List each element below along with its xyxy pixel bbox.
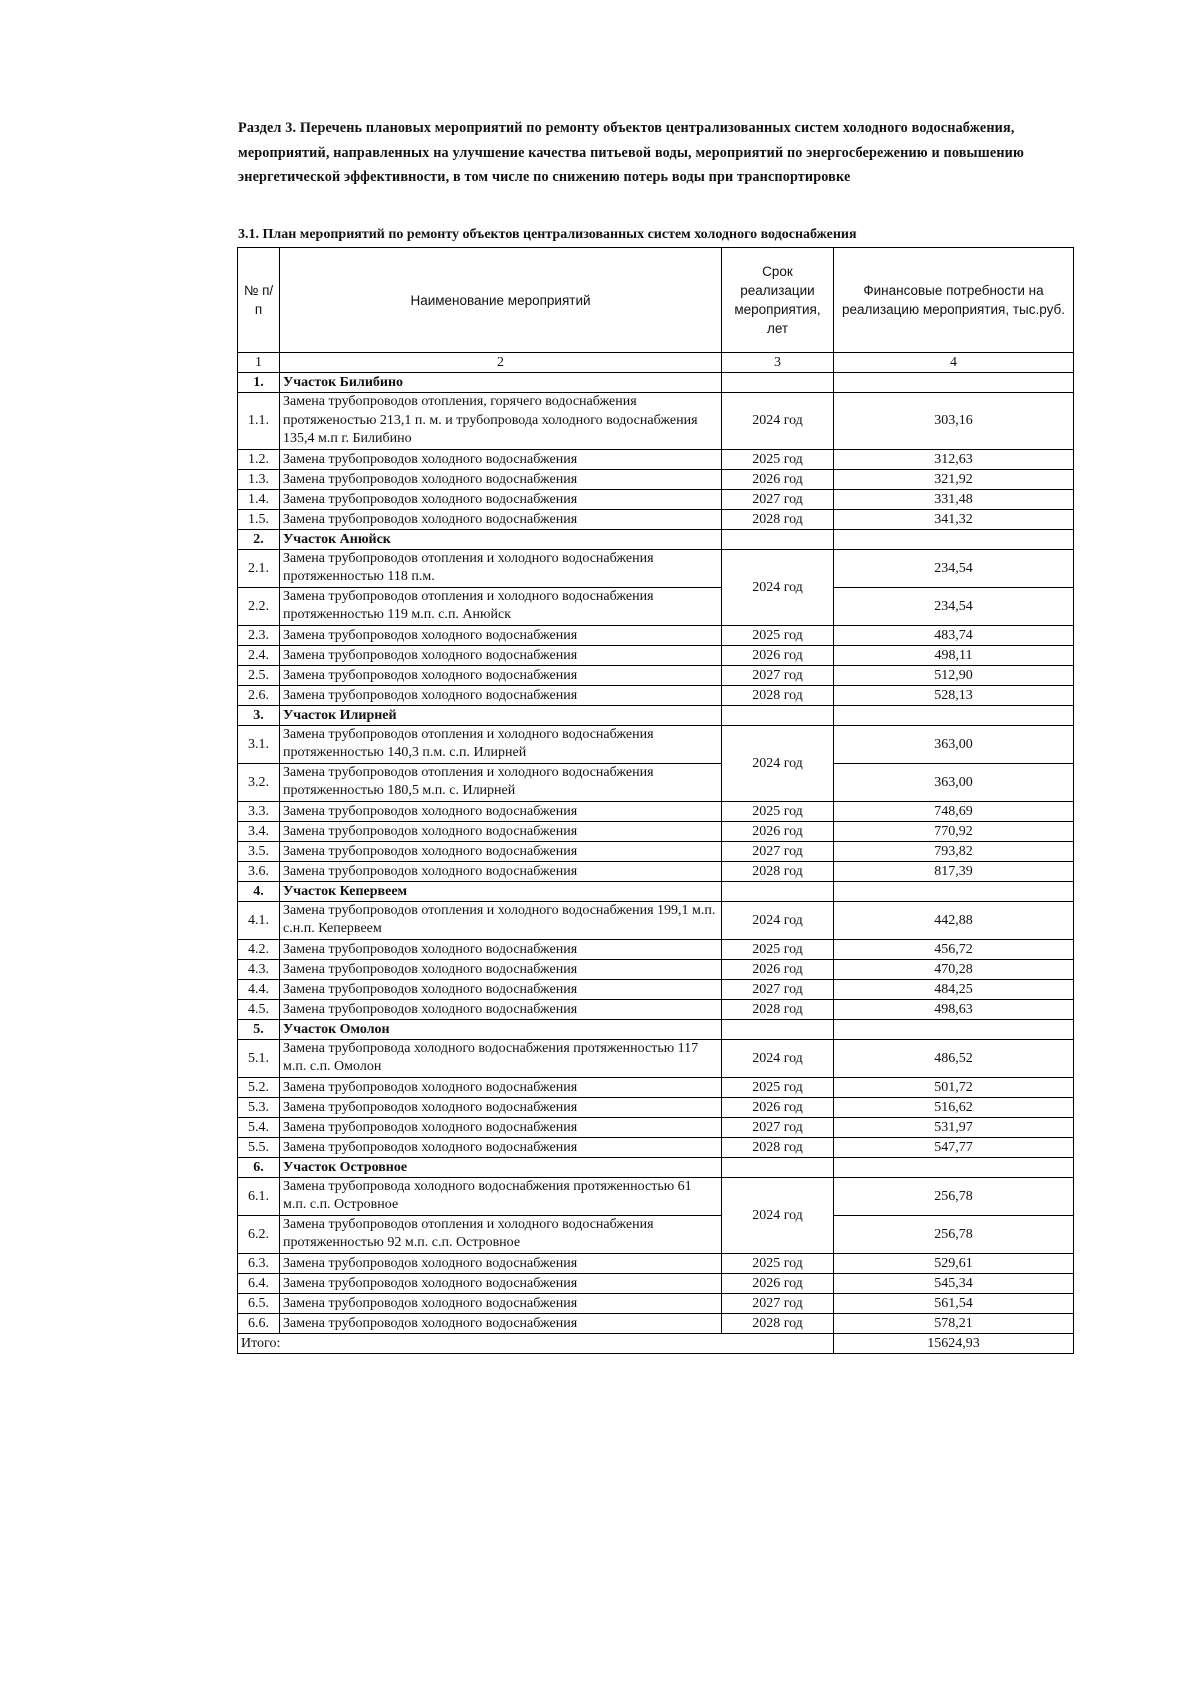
- finance-cell: 528,13: [834, 685, 1074, 705]
- term-cell: 2024 год: [722, 901, 834, 939]
- measure-name: Замена трубопроводов холодного водоснабжения: [280, 1293, 722, 1313]
- table-row: [238, 901, 1074, 939]
- measure-name: Замена трубопроводов холодного водоснабжения: [280, 999, 722, 1019]
- table-body: [238, 373, 1074, 1334]
- finance-cell: 529,61: [834, 1253, 1074, 1273]
- row-number: 2.2.: [238, 587, 280, 625]
- term-cell: 2025 год: [722, 1253, 834, 1273]
- table-row: [238, 801, 1074, 821]
- measure-name: Замена трубопровода холодного водоснабжения протяженностью 117 м.п. с.п. Омолон: [280, 1039, 722, 1077]
- term-cell: 2028 год: [722, 861, 834, 881]
- finance-cell: 578,21: [834, 1313, 1074, 1333]
- term-cell: 2024 год: [722, 549, 834, 625]
- term-cell: 2026 год: [722, 1273, 834, 1293]
- row-number: 3.5.: [238, 841, 280, 861]
- finance-cell: 486,52: [834, 1039, 1074, 1077]
- row-number: 4.3.: [238, 959, 280, 979]
- measure-name: Замена трубопроводов холодного водоснабжения: [280, 821, 722, 841]
- table-row: [238, 939, 1074, 959]
- total-row: [238, 1333, 1074, 1353]
- finance-cell: 748,69: [834, 801, 1074, 821]
- finance-cell: 547,77: [834, 1137, 1074, 1157]
- measure-name: Замена трубопроводов холодного водоснабжения: [280, 625, 722, 645]
- finance-cell: 303,16: [834, 393, 1074, 450]
- term-cell: 2024 год: [722, 393, 834, 450]
- finance-cell: 516,62: [834, 1097, 1074, 1117]
- row-number: 5.4.: [238, 1117, 280, 1137]
- measure-name: Замена трубопроводов холодного водоснабжения: [280, 489, 722, 509]
- finance-cell: 498,11: [834, 645, 1074, 665]
- row-number: 1.3.: [238, 469, 280, 489]
- table-row: [238, 645, 1074, 665]
- table-row: [238, 979, 1074, 999]
- row-number: 1.4.: [238, 489, 280, 509]
- measure-name: Замена трубопроводов отопления и холодного водоснабжения протяженностью 92 м.п. с.п. Островное: [280, 1215, 722, 1253]
- row-number: 3.2.: [238, 763, 280, 801]
- table-row: [238, 841, 1074, 861]
- total-label: Итого:: [238, 1333, 834, 1353]
- row-number: 5.2.: [238, 1077, 280, 1097]
- table-row: [238, 959, 1074, 979]
- finance-cell: 331,48: [834, 489, 1074, 509]
- finance-cell: 561,54: [834, 1293, 1074, 1313]
- term-cell: 2028 год: [722, 999, 834, 1019]
- row-number: 6.2.: [238, 1215, 280, 1253]
- table-row: [238, 469, 1074, 489]
- row-number: 2.3.: [238, 625, 280, 645]
- column-number: 1: [238, 353, 280, 373]
- measure-name: Замена трубопроводов холодного водоснабжения: [280, 1137, 722, 1157]
- finance-cell: 256,78: [834, 1177, 1074, 1215]
- row-number: 4.5.: [238, 999, 280, 1019]
- table-row: [238, 1215, 1074, 1253]
- section-title: Участок Островное: [280, 1157, 722, 1177]
- total-value: 15624,93: [834, 1333, 1074, 1353]
- section-number: 2.: [238, 529, 280, 549]
- term-cell: 2024 год: [722, 1177, 834, 1253]
- term-cell: 2027 год: [722, 841, 834, 861]
- table-row: [238, 1273, 1074, 1293]
- section-row: [238, 373, 1074, 393]
- measure-name: Замена трубопроводов холодного водоснабжения: [280, 841, 722, 861]
- section-title: Участок Илирней: [280, 705, 722, 725]
- term-cell: 2027 год: [722, 489, 834, 509]
- row-number: 6.4.: [238, 1273, 280, 1293]
- section-row: [238, 705, 1074, 725]
- section-title: Участок Кепервеем: [280, 881, 722, 901]
- finance-cell: 770,92: [834, 821, 1074, 841]
- empty-cell: [834, 881, 1074, 901]
- section-title: Участок Билибино: [280, 373, 722, 393]
- measure-name: Замена трубопроводов отопления и холодного водоснабжения протяженностью 119 м.п. с.п. Анюйск: [280, 587, 722, 625]
- table-row: [238, 549, 1074, 587]
- finance-cell: 442,88: [834, 901, 1074, 939]
- empty-cell: [834, 529, 1074, 549]
- finance-cell: 341,32: [834, 509, 1074, 529]
- header-name: Наименование мероприятий: [280, 248, 722, 353]
- finance-cell: 234,54: [834, 587, 1074, 625]
- term-cell: 2028 год: [722, 1313, 834, 1333]
- measure-name: Замена трубопроводов холодного водоснабжения: [280, 861, 722, 881]
- row-number: 3.3.: [238, 801, 280, 821]
- section-number: 5.: [238, 1019, 280, 1039]
- measure-name: Замена трубопроводов холодного водоснабжения: [280, 1273, 722, 1293]
- row-number: 6.1.: [238, 1177, 280, 1215]
- section-number: 6.: [238, 1157, 280, 1177]
- measure-name: Замена трубопроводов холодного водоснабжения: [280, 1117, 722, 1137]
- measure-name: Замена трубопроводов холодного водоснабжения: [280, 685, 722, 705]
- measure-name: Замена трубопроводов холодного водоснабжения: [280, 665, 722, 685]
- finance-cell: 484,25: [834, 979, 1074, 999]
- empty-cell: [834, 373, 1074, 393]
- empty-cell: [722, 1157, 834, 1177]
- empty-cell: [722, 1019, 834, 1039]
- measure-name: Замена трубопроводов отопления, горячего водоснабжения протяженостью 213,1 п. м. и трубопровода холодного водоснабжения 135,4 м.п г. Билибино: [280, 393, 722, 450]
- measure-name: Замена трубопроводов холодного водоснабжения: [280, 1253, 722, 1273]
- measure-name: Замена трубопроводов холодного водоснабжения: [280, 509, 722, 529]
- table-row: [238, 999, 1074, 1019]
- table-row: [238, 725, 1074, 763]
- section-number: 4.: [238, 881, 280, 901]
- row-number: 6.3.: [238, 1253, 280, 1273]
- finance-cell: 321,92: [834, 469, 1074, 489]
- table-row: [238, 393, 1074, 450]
- term-cell: 2027 год: [722, 1293, 834, 1313]
- table-row: [238, 1293, 1074, 1313]
- header-finance: Финансовые потребности на реализацию мероприятия, тыс.руб.: [834, 248, 1074, 353]
- measure-name: Замена трубопроводов отопления и холодного водоснабжения протяженностью 140,3 п.м. с.п. Илирней: [280, 725, 722, 763]
- row-number: 5.1.: [238, 1039, 280, 1077]
- finance-cell: 363,00: [834, 763, 1074, 801]
- measure-name: Замена трубопровода холодного водоснабжения протяженностью 61 м.п. с.п. Островное: [280, 1177, 722, 1215]
- term-cell: 2028 год: [722, 509, 834, 529]
- row-number: 4.1.: [238, 901, 280, 939]
- row-number: 1.2.: [238, 449, 280, 469]
- column-number-row: [238, 353, 1074, 373]
- measure-name: Замена трубопроводов холодного водоснабжения: [280, 449, 722, 469]
- row-number: 4.4.: [238, 979, 280, 999]
- term-cell: 2028 год: [722, 1137, 834, 1157]
- row-number: 6.5.: [238, 1293, 280, 1313]
- table-title: 3.1. План мероприятий по ремонту объектов централизованных систем холодного водоснабжения: [238, 227, 857, 242]
- term-cell: 2027 год: [722, 665, 834, 685]
- section-row: [238, 1019, 1074, 1039]
- measure-name: Замена трубопроводов отопления и холодного водоснабжения протяженностью 118 п.м.: [280, 549, 722, 587]
- measure-name: Замена трубопроводов холодного водоснабжения: [280, 979, 722, 999]
- header-num: № п/п: [238, 248, 280, 353]
- term-cell: 2025 год: [722, 449, 834, 469]
- term-cell: 2025 год: [722, 939, 834, 959]
- measure-name: Замена трубопроводов отопления и холодного водоснабжения протяженностью 180,5 м.п. с. Илирней: [280, 763, 722, 801]
- finance-cell: 470,28: [834, 959, 1074, 979]
- row-number: 2.6.: [238, 685, 280, 705]
- measure-name: Замена трубопроводов отопления и холодного водоснабжения 199,1 м.п. с.н.п. Кепервеем: [280, 901, 722, 939]
- table-row: [238, 763, 1074, 801]
- table-row: [238, 861, 1074, 881]
- table-row: [238, 1253, 1074, 1273]
- term-cell: 2024 год: [722, 1039, 834, 1077]
- measure-name: Замена трубопроводов холодного водоснабжения: [280, 1077, 722, 1097]
- measure-name: Замена трубопроводов холодного водоснабжения: [280, 469, 722, 489]
- section-row: [238, 881, 1074, 901]
- term-cell: 2024 год: [722, 725, 834, 801]
- row-number: 6.6.: [238, 1313, 280, 1333]
- term-cell: 2025 год: [722, 801, 834, 821]
- empty-cell: [722, 529, 834, 549]
- table-row: [238, 449, 1074, 469]
- table-row: [238, 1177, 1074, 1215]
- finance-cell: 817,39: [834, 861, 1074, 881]
- table-row: [238, 1117, 1074, 1137]
- finance-cell: 498,63: [834, 999, 1074, 1019]
- term-cell: 2027 год: [722, 1117, 834, 1137]
- row-number: 3.6.: [238, 861, 280, 881]
- table-row: [238, 625, 1074, 645]
- row-number: 4.2.: [238, 939, 280, 959]
- header-term: Срок реализации мероприятия, лет: [722, 248, 834, 353]
- row-number: 2.1.: [238, 549, 280, 587]
- row-number: 1.5.: [238, 509, 280, 529]
- table-row: [238, 665, 1074, 685]
- table-row: [238, 685, 1074, 705]
- table-row: [238, 509, 1074, 529]
- finance-cell: 531,97: [834, 1117, 1074, 1137]
- row-number: 3.4.: [238, 821, 280, 841]
- table-row: [238, 587, 1074, 625]
- row-number: 2.5.: [238, 665, 280, 685]
- empty-cell: [834, 1157, 1074, 1177]
- table-row: [238, 821, 1074, 841]
- row-number: 1.1.: [238, 393, 280, 450]
- finance-cell: 456,72: [834, 939, 1074, 959]
- measure-name: Замена трубопроводов холодного водоснабжения: [280, 939, 722, 959]
- column-number: 4: [834, 353, 1074, 373]
- section-number: 1.: [238, 373, 280, 393]
- section-heading: Раздел 3. Перечень плановых мероприятий по ремонту объектов централизованных систем холодного водоснабжения, мероприятий, направленных на улучшение качества питьевой воды, мероприятий по энергосбережению и повышению энергетической эффективности, в том числе по снижению потерь воды при транспортировке: [238, 120, 1024, 185]
- table-row: [238, 489, 1074, 509]
- measure-name: Замена трубопроводов холодного водоснабжения: [280, 959, 722, 979]
- row-number: 3.1.: [238, 725, 280, 763]
- term-cell: 2025 год: [722, 1077, 834, 1097]
- term-cell: 2026 год: [722, 1097, 834, 1117]
- measure-name: Замена трубопроводов холодного водоснабжения: [280, 1313, 722, 1333]
- finance-cell: 312,63: [834, 449, 1074, 469]
- finance-cell: 483,74: [834, 625, 1074, 645]
- finance-cell: 512,90: [834, 665, 1074, 685]
- finance-cell: 793,82: [834, 841, 1074, 861]
- column-number: 2: [280, 353, 722, 373]
- column-number: 3: [722, 353, 834, 373]
- table-row: [238, 1097, 1074, 1117]
- finance-cell: 545,34: [834, 1273, 1074, 1293]
- term-cell: 2026 год: [722, 469, 834, 489]
- plan-table: [237, 247, 1074, 1354]
- term-cell: 2026 год: [722, 645, 834, 665]
- finance-cell: 234,54: [834, 549, 1074, 587]
- table-row: [238, 1039, 1074, 1077]
- table-row: [238, 1077, 1074, 1097]
- empty-cell: [722, 881, 834, 901]
- row-number: 5.5.: [238, 1137, 280, 1157]
- term-cell: 2027 год: [722, 979, 834, 999]
- measure-name: Замена трубопроводов холодного водоснабжения: [280, 1097, 722, 1117]
- term-cell: 2026 год: [722, 821, 834, 841]
- section-row: [238, 529, 1074, 549]
- row-number: 5.3.: [238, 1097, 280, 1117]
- table-row: [238, 1137, 1074, 1157]
- finance-cell: 363,00: [834, 725, 1074, 763]
- empty-cell: [722, 373, 834, 393]
- empty-cell: [834, 705, 1074, 725]
- empty-cell: [834, 1019, 1074, 1039]
- finance-cell: 256,78: [834, 1215, 1074, 1253]
- term-cell: 2028 год: [722, 685, 834, 705]
- finance-cell: 501,72: [834, 1077, 1074, 1097]
- section-title: Участок Омолон: [280, 1019, 722, 1039]
- table-row: [238, 1313, 1074, 1333]
- section-number: 3.: [238, 705, 280, 725]
- term-cell: 2026 год: [722, 959, 834, 979]
- row-number: 2.4.: [238, 645, 280, 665]
- section-title: Участок Анюйск: [280, 529, 722, 549]
- term-cell: 2025 год: [722, 625, 834, 645]
- measure-name: Замена трубопроводов холодного водоснабжения: [280, 645, 722, 665]
- measure-name: Замена трубопроводов холодного водоснабжения: [280, 801, 722, 821]
- table-header-row: [238, 248, 1074, 353]
- empty-cell: [722, 705, 834, 725]
- section-row: [238, 1157, 1074, 1177]
